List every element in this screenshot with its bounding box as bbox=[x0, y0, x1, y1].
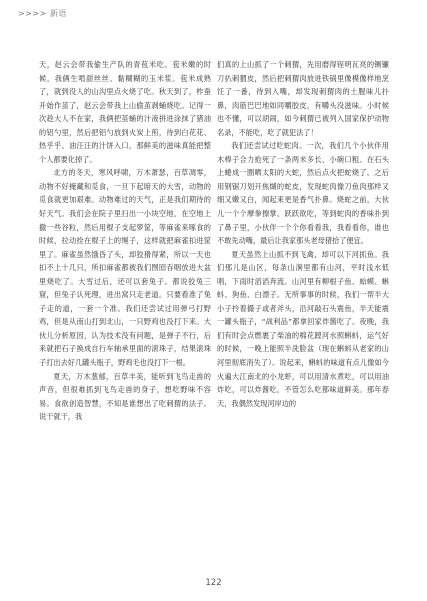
section-header: >>>> 新语 bbox=[18, 9, 67, 18]
paragraph: 夏天，万木葱郁，百草丰美，能听到飞鸟走兽的声音，但很难抓到飞鸟走兽的身子，想吃野味不容易。食欲创造智慧，不知是谁想出了吃刺猬的法子。说干就干，我 bbox=[39, 371, 211, 422]
left-text-column bbox=[39, 58, 211, 424]
paragraph: 们真的上山抓了一个刺猬，先用磨得锃明瓦亮的铡镰刀扒刺猬皮，然后把刺猬肉放进铁锅里像模像样地烹饪了一番，待到入嘴，却发现刺猬肉的土腥味儿扑鼻，肉筋巴巴地如同嚼胶皮，有嚼头没滋味。小时候也不懂，可以胡闹，如今刺猬已被列入国家保护动物名录，不能吃，吃了就犯法了！ bbox=[217, 60, 389, 137]
paragraph: 夏天虽然上山抓不到飞禽，却可以下河抓鱼。我们那儿是山区，每条山涧里都有山河，平时浅水低唱，下雨时滔滔奔流。山河里有柳根子鱼、蛤蟆、蝌蚪、狗鱼、白漂子。无所事事的时候，我们一帮半大小子拎着撮子或者斧头，沿河敲石头震鱼，半天能震一罐头瓶子，“战利品”都拿回家炸酱吃了。夜晚，我们有时会点燃裹了柴油的棉花蹚河水照蝌蚪，运气好的时候，一晚上能照半洗脸盆（现在蝌蚪从老家的山河里彻底消失了）。说起来，蝌蚪的味道有点儿像如今火遍大江南北的小龙虾，可以用清水煮吃，可以用油炸吃，可以炸酱吃，不管怎么吃都味道鲜美。那年春天，我偶然发现河岸边的 bbox=[217, 249, 389, 408]
paragraph: 天，赵云会带我偷生产队的青苞米吃。苞米嫩的时候，我俩生啃甜丝丝、黏糊糊的玉米浆。苞米成熟了，就到没人的山沟里点火烧了吃。秋天到了，柞蚕开始作茧了，赵云会带我上山偷茧剥蛹烧吃。记得一次趁大人不在家，我俩把茧蛹的汁液拼进涂抹了猪油的铝勺里，然后把铝勺放到火炭上煎，待到白花花、热乎乎、油汪汪的汁饼入口，那鲜美的滋味真能把整个人都要化掉了。 bbox=[39, 60, 211, 164]
paragraph: 我们还尝试过吃蛇肉。一次，我们几个小伙伴用木棒子合力抢死了一条两米多长、小碗口粗、在石头上蜷成一圈晒太阳的大蛇，然后点火把蛇烧了。之后用钢锯刀划开焦煳的蛇皮，发现蛇肉像刀鱼肉那样又细又嫩又白，闻起来更是香气扑鼻。烧蛇之前，大伙儿一个个摩拳擦掌、跃跃欲吃，等到蛇肉的香味扑到了鼻子里，小伙伴一个个你看看我，我看看你，谁也不敢先动嘴，最后让我家那头老母猪拾了便宜。 bbox=[217, 141, 389, 246]
page-number: 122 bbox=[205, 578, 222, 588]
paragraph: 北方的冬天，寒风呼啸，万木萧瑟，百草凋零，动物不好掩藏和觅食，一旦下起暗天的大雪，动物的觅食就更加艰难。动物难过的天气，正是我们期待的好天气。我们会在院子里扫出一小块空地，在空地上撒一些谷粒，然后用棍子支起箩筐，等麻雀来啄食的时候，拉动拴在棍子上的绳子，这样就把麻雀扣进筐里了。麻雀虽然饿昏了头，却狡猾得紧，所以一天也扣不上十几只，所扣麻雀都被我们囫囵吞咽放进大盆里烧吃了。大雪过后，还可以套兔子。都说狡兔三窟，但兔子认死理，进出窝只走老道。只要看准了兔子走的道，一套一个准。我们还尝试过用弹弓打野鸡，但是从南山打到北山，一只野鸡也没打下来。大伙儿分析原因，认为技术没有问题，是弹子不行，后来就把石子换成自行车轴承里面的滚珠子，结果滚珠子打出去好几罐头瓶子，野鸡毛也没打下一根。 bbox=[39, 168, 211, 368]
right-text-column bbox=[217, 58, 389, 410]
